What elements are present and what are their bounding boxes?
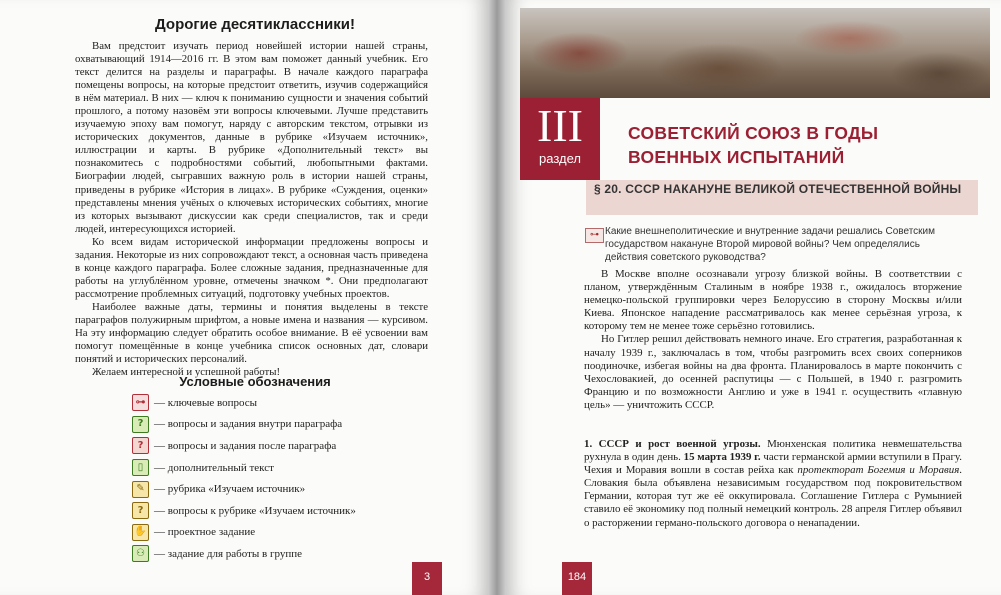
body-text [584, 268, 962, 412]
legend-row [132, 392, 432, 414]
subsection-text [584, 438, 962, 530]
page-number: 3 [412, 562, 442, 595]
subsection-run: Мюнхенская политика невмешательства рухнула в один день. [584, 438, 962, 464]
group-icon: ⚇ [132, 545, 149, 562]
intro-text [75, 40, 428, 379]
book-icon: ▯ [132, 459, 149, 476]
intro-paragraph: Желаем интересной и успешной работы! [92, 366, 281, 379]
legend-row [132, 414, 432, 436]
left-page [0, 0, 488, 595]
right-page [506, 0, 1001, 595]
battle-painting [520, 8, 990, 98]
key-question: Какие внешнеполитические и внутренние задачи решались Советским государством накануне Второй мировой войны? Чем определялись действия советского руководства? [605, 226, 936, 263]
legend-row [132, 543, 432, 565]
chapter-badge [520, 98, 600, 180]
key-icon: ⊶ [585, 228, 604, 243]
book-spine [488, 0, 506, 595]
subsection-term: протекторат Богемия и Моравия [797, 464, 960, 477]
legend-row [132, 457, 432, 479]
body-paragraph: В Москве вполне осознавали угрозу близкой войны. В соответствии с планом, утверждённым Сталиным в ноябре 1938 г., ожидалось вторжение немецко-польской группировки через Белоруссию в сторону Москвы и/или Киева. Японское нападение рассматривалось как менее серьёзная угроза, к которому тем не менее тоже серьёзно готовились. [584, 268, 962, 333]
legend-label: — проектное задание [154, 526, 256, 539]
subsection-paragraph [584, 438, 962, 530]
body-paragraph: Но Гитлер решил действовать немного иначе. Его стратегия, разработанная к началу 1939 г., заключалась в том, чтобы разгромить всех своих соперников поодиночке, избегая войны на два фронта. Планировалось в марте покончить с Чехословакией, до осенней распутицы — с Польшей, в 1940 г. разгромить Францию и по возможности Англию и уже в 1941 г. осуществить «главную цель» — уничтожить СССР. [584, 333, 962, 411]
source-question-icon: ? [132, 502, 149, 519]
legend-row [132, 435, 432, 457]
legend-row [132, 478, 432, 500]
page-number: 184 [562, 562, 592, 595]
legend-row [132, 522, 432, 544]
chapter-title [628, 121, 988, 169]
intro-paragraph: Вам предстоит изучать период новейшей истории нашей страны, охватывающий 1914—2016 гг. В этом вам поможет данный учебник. Его текст делится на разделы и параграфы. В начале каждого параграфа помещены вопросы, на которые предстоит ответить, изучив содержащийся в нём материал. В них — ключ к пониманию сущности и значения событий прошлого, а потому назовём эти вопросы ключевыми. Лучше представить изучаемую эпоху вам помогут, наряду с авторским текстом, отрывки из исторических документов, данные в рубрике «Изучаем источник», иллюстрации и карты. В рубрике «Дополнительный текст» вы познакомитесь с подробностями событий, любопытными фактами. Биографии людей, сыгравших важную роль в истории нашей страны, приведены в рубрике «История в лицах». В рубрике «Суждения, оценки» представлены мнения учёных о ключевых исторических событиях, многие из которых вызывают дискуссии как среди специалистов, так и среди людей, интересующихся историей. [75, 40, 428, 235]
question-icon: ? [132, 416, 149, 433]
legend-label: — задание для работы в группе [154, 547, 303, 560]
subsection-date: 15 марта 1939 г. [683, 451, 761, 464]
key-icon: ⊶ [132, 394, 149, 411]
chapter-number: III [537, 100, 583, 151]
question-list-icon: ? [132, 437, 149, 454]
page-title: Дорогие десятиклассники! [155, 16, 355, 33]
legend-label: — вопросы и задания после параграфа [154, 439, 337, 452]
chapter-word: раздел [539, 151, 581, 166]
chapter-title-line: ВОЕННЫХ ИСПЫТАНИЙ [628, 147, 845, 167]
legend-title: Условные обозначения [179, 374, 331, 389]
subsection-heading: 1. СССР и рост военной угрозы. [584, 438, 761, 450]
subsection-run: части германской армии вступили в Прагу. Чехия и Моравия вошли в состав рейха как [584, 451, 962, 477]
hand-icon: ✋ [132, 524, 149, 541]
intro-paragraph: Наиболее важные даты, термины и понятия выделены в тексте параграфов полужирным шрифтом, а новые имена и названия — курсивом. На эту информацию следует обратить особое внимание. В её усвоении вам помогут помещённые в конце учебника список основных дат, словари понятий и исторических персоналий. [75, 300, 428, 366]
subsection-run: . Словакия была объявлена независимым государством под покровительством Германии, которая тут же её оккупировала. Соглашение Гитлера с Румынией ставило её экономику под полный немецкий контроль. 28 апреля Гитлер объявил о расторжении германо-польского договора о ненападении. [584, 464, 963, 529]
legend-row [132, 500, 432, 522]
legend-label: — рубрика «Изучаем источник» [154, 483, 306, 496]
legend-label: — вопросы к рубрике «Изучаем источник» [154, 504, 356, 517]
legend-label: — вопросы и задания внутри параграфа [154, 418, 343, 431]
chapter-title-line: СОВЕТСКИЙ СОЮЗ В ГОДЫ [628, 123, 879, 143]
legend-list [132, 392, 432, 565]
legend-label: — ключевые вопросы [154, 396, 258, 409]
legend-label: — дополнительный текст [154, 461, 274, 474]
quill-icon: ✎ [132, 481, 149, 498]
section-title: § 20. СССР НАКАНУНЕ ВЕЛИКОЙ ОТЕЧЕСТВЕННОЙ ВОЙНЫ [594, 182, 962, 196]
intro-paragraph: Ко всем видам исторической информации предложены вопросы и задания. Некоторые из них сопровождают текст, а основная часть приведена в конце каждого параграфа. Более сложные задания, предназначенные для работы на углублённом уровне, отмечены значком *. Они предполагают рассмотрение проблемных ситуаций, подготовку учебных проектов. [75, 235, 428, 300]
